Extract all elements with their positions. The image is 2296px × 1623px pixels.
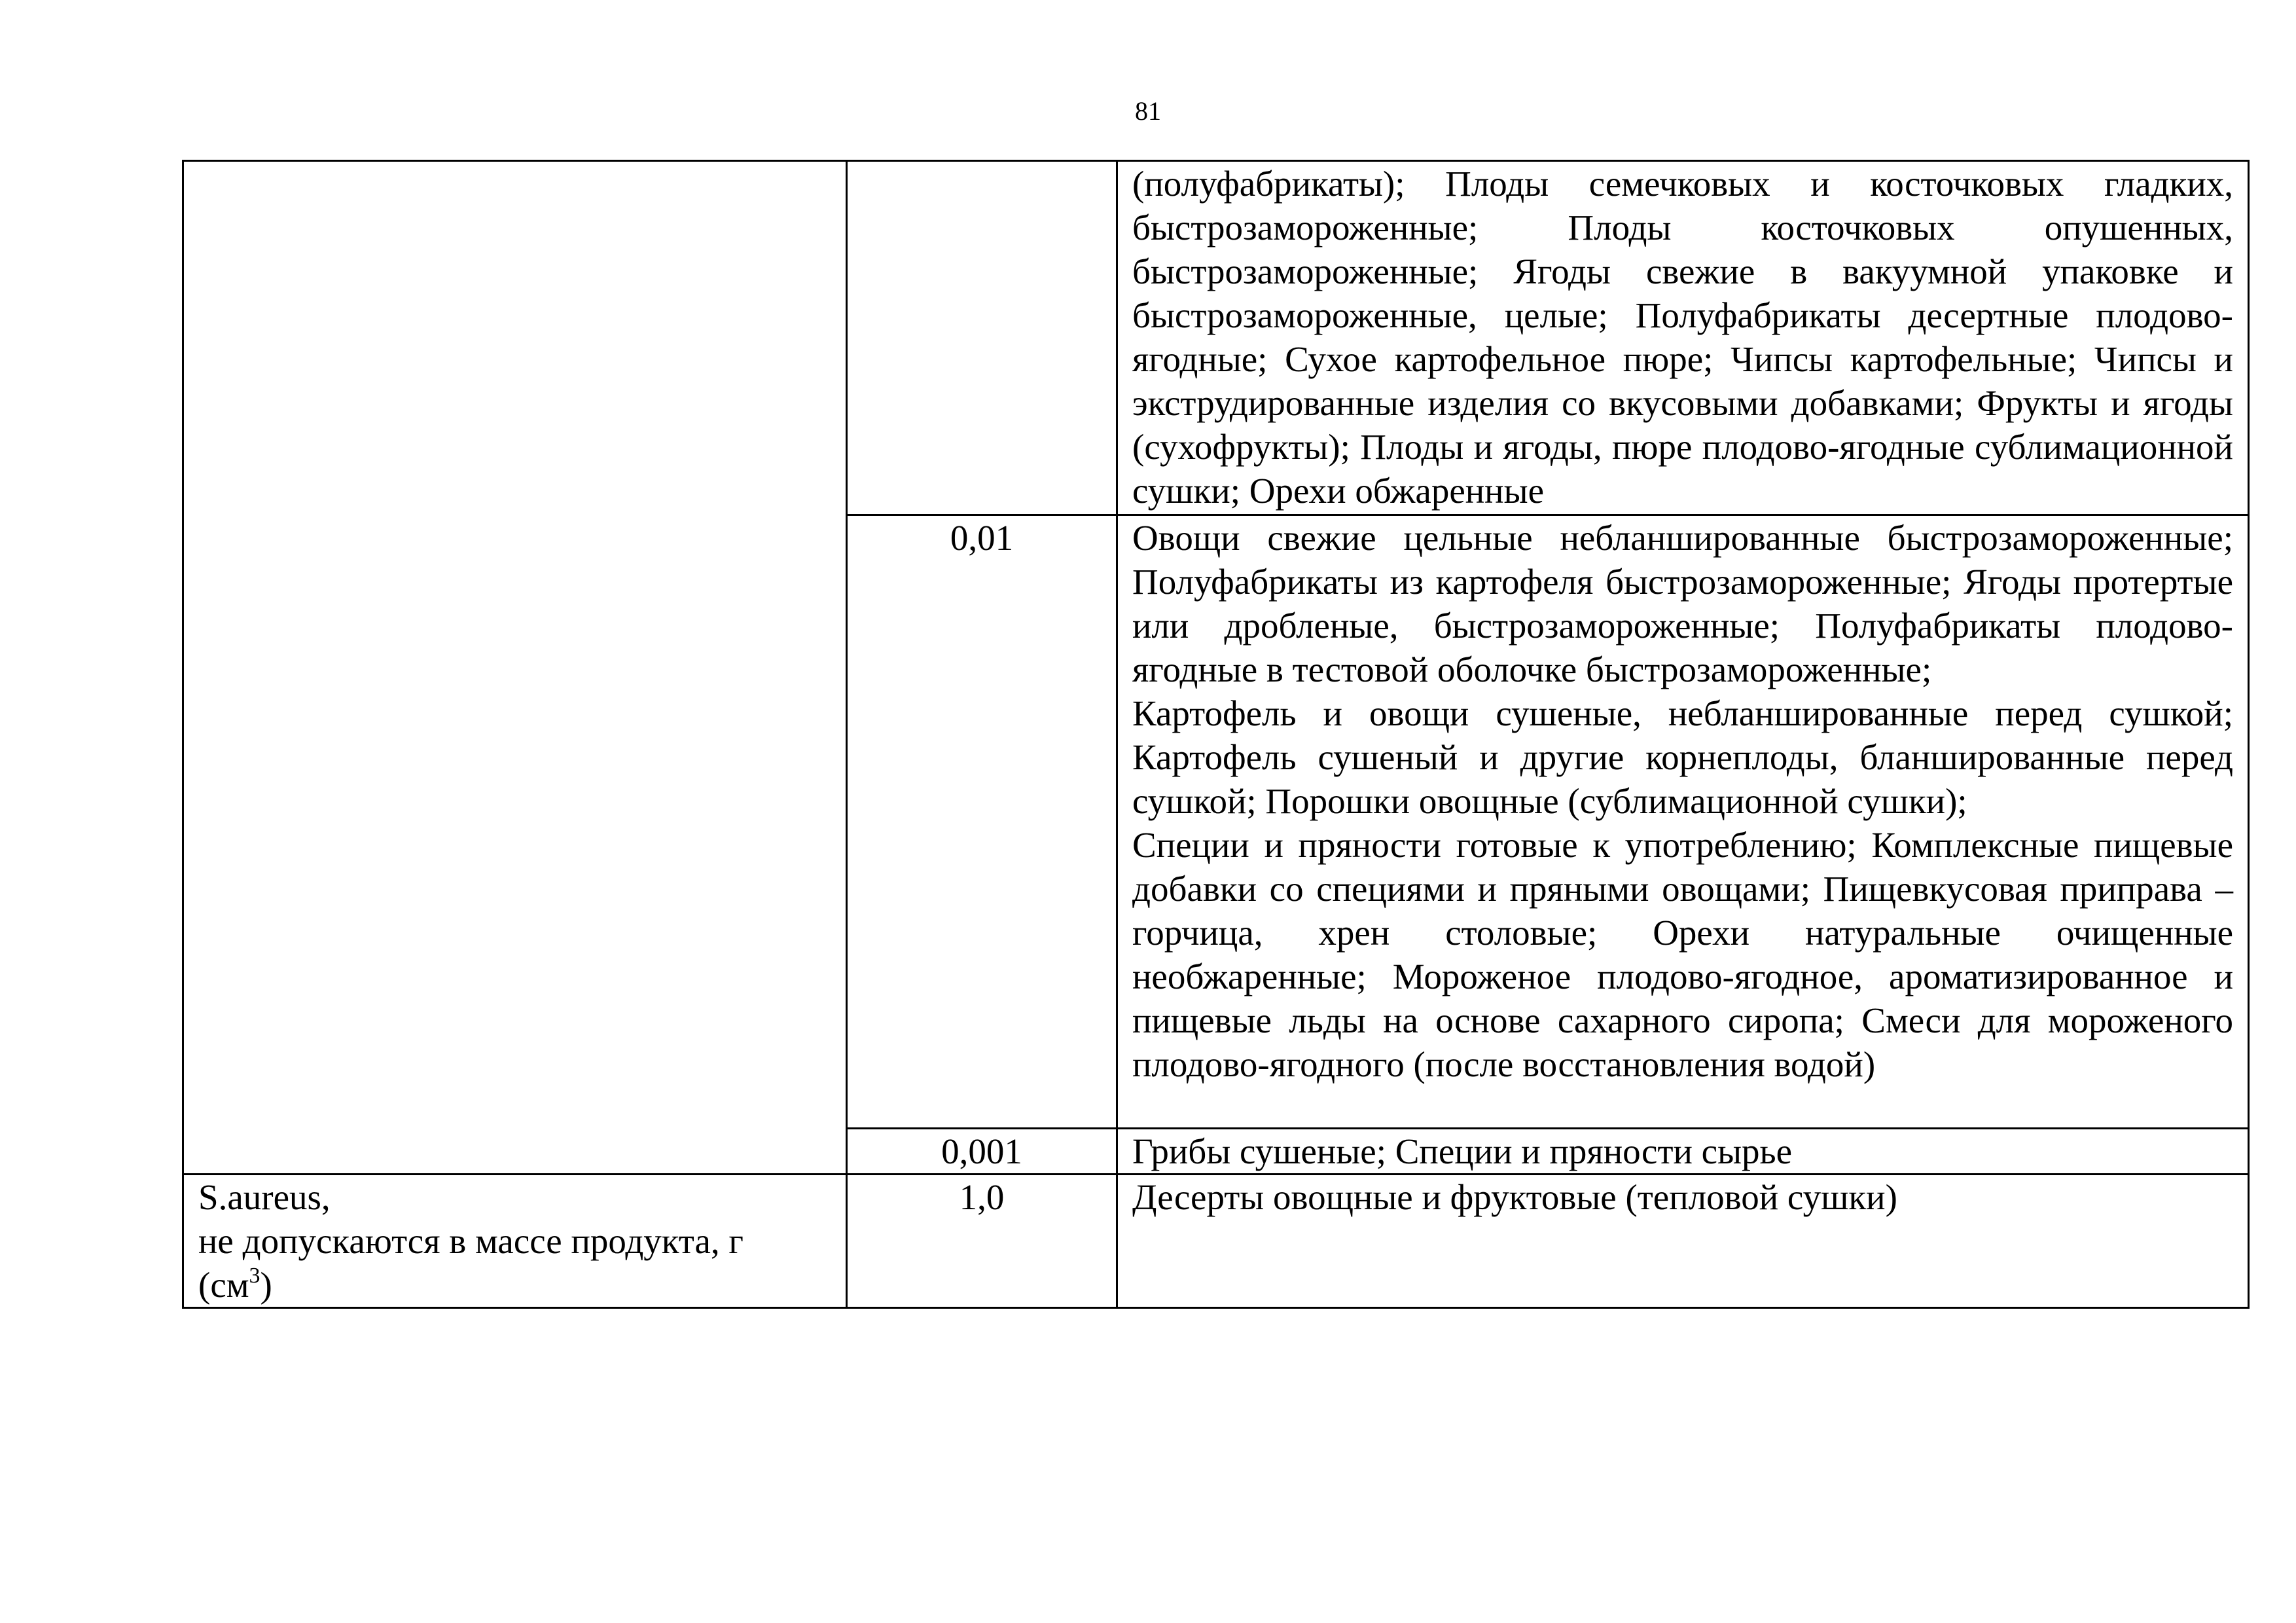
unit-suffix: ): [260, 1265, 272, 1305]
indicator-unit: [198, 1263, 831, 1307]
table-row: [183, 161, 2249, 515]
description-cell: (полуфабрикаты); Плоды семечковых и косточковых гладких, быстрозамороженные; Плоды косточковых опушенных, быстрозамороженные; Ягоды свежие в вакуумной упаковке и быстрозамороженные, целые; Полуфабрикаты десертные плодово-ягодные; Сухое картофельное пюре; Чипсы картофельные; Чипсы и экструдированные изделия со вкусовыми добавками; Фрукты и ягоды (сухофрукты); Плоды и ягоды, пюре плодово-ягодные сублимационной сушки; Орехи обжаренные: [1117, 161, 2249, 515]
microbiology-table: [182, 160, 2250, 1309]
value-cell: 1,0: [847, 1175, 1117, 1308]
table-row: [183, 1175, 2249, 1308]
indicator-condition: не допускаются в массе продукта, г: [198, 1221, 744, 1261]
value-cell: 0,01: [847, 515, 1117, 1129]
description-part: Картофель и овощи сушеные, небланшированные перед сушкой; Картофель сушеный и другие корнеплоды, бланшированные перед сушкой; Порошки овощные (сублимационной сушки);: [1132, 693, 2233, 821]
indicator-cell: [183, 1175, 847, 1308]
indicator-name: S.aureus,: [198, 1177, 331, 1217]
description-part: Овощи свежие цельные небланшированные быстрозамороженные; Полуфабрикаты из картофеля быстрозамороженные; Ягоды протертые или дробленые, быстрозамороженные; Полуфабрикаты плодово-ягодные в тестовой оболочке быстрозамороженные;: [1132, 518, 2233, 689]
description-cell: Грибы сушеные; Специи и пряности сырье: [1117, 1129, 2249, 1175]
value-cell: 0,001: [847, 1129, 1117, 1175]
description-cell: [1117, 515, 2249, 1129]
description-part: Специи и пряности готовые к употреблению; Комплексные пищевые добавки со специями и пряными овощами; Пищевкусовая приправа – горчица, хрен столовые; Орехи натуральные очищенные необжаренные; Мороженое плодово-ягодное, ароматизированное и пищевые льды на основе сахарного сиропа; Смеси для мороженого плодово-ягодного (после восстановления водой): [1132, 825, 2233, 1084]
indicator-cell-empty: [183, 161, 847, 1175]
unit-superscript: 3: [249, 1264, 260, 1288]
unit-prefix: (см: [198, 1265, 249, 1305]
description-cell: Десерты овощные и фруктовые (тепловой сушки): [1117, 1175, 2249, 1308]
page-number: 81: [1135, 96, 1161, 126]
value-cell: [847, 161, 1117, 515]
